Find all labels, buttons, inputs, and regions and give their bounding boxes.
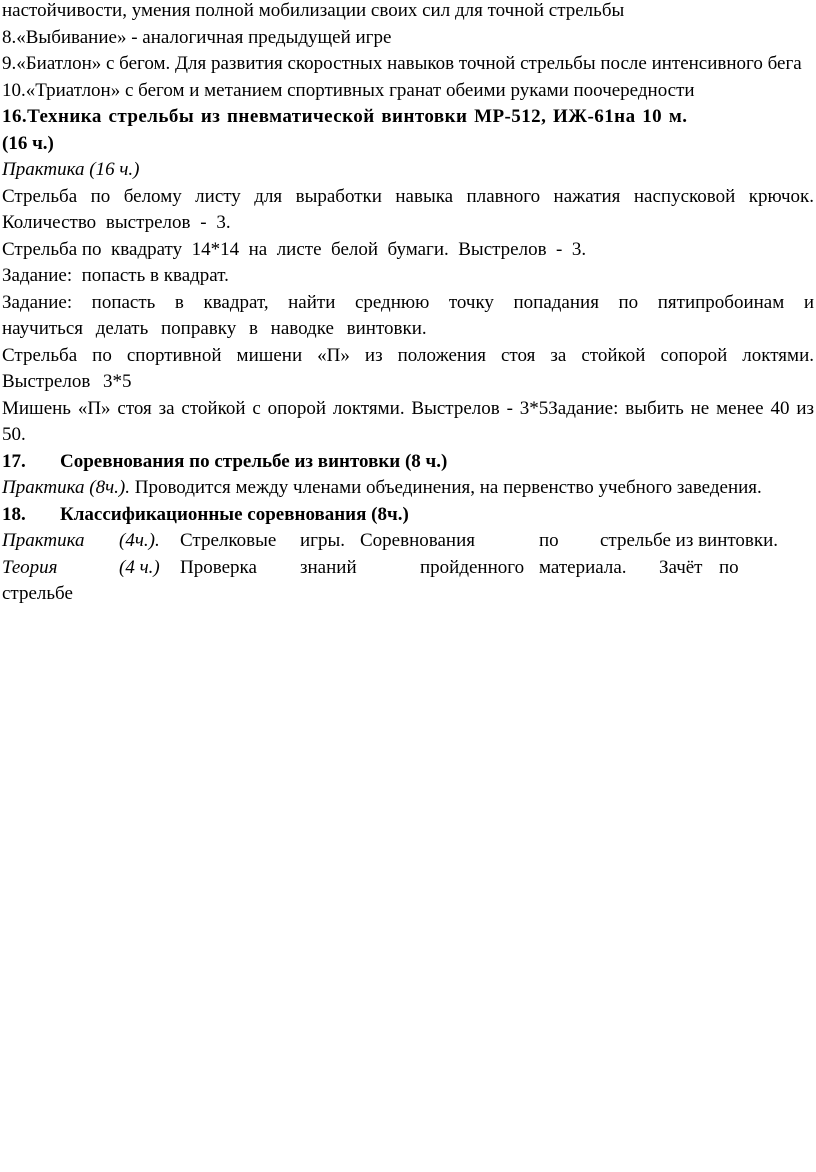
theory-word-1: Проверка (180, 556, 257, 578)
practice-word-1: Стрелковые (180, 530, 277, 551)
section-16-hours: (16 ч.) (2, 132, 54, 154)
theory-word-5: Зачёт (659, 556, 703, 578)
paragraph-continuation: настойчивости, умения полной мобилизации своих сил для точной стрельбы (2, 0, 625, 21)
section-16-practice-label: Практика (16 ч.) (2, 159, 140, 180)
practice-word-2: игры. (300, 530, 345, 551)
section-18-theory-row (2, 555, 814, 582)
section-17-title: Соревнования по стрельбе из винтовки (8 ч.) (60, 450, 448, 472)
theory-word-6: по (719, 556, 739, 578)
section-17-practice-label: Практика (8ч.). (2, 477, 130, 498)
section-18-number: 18. (2, 503, 26, 525)
theory-hours: (4 ч.) (119, 556, 160, 578)
section-18-practice-row (2, 528, 814, 555)
practice-label: Практика (2, 530, 85, 551)
theory-word-3: пройденного (420, 556, 525, 578)
section-17-number: 17. (2, 450, 26, 472)
practice-word-5: стрельбе из винтовки. (600, 530, 779, 551)
section-16-paragraph-1: Стрельба по белому листу для выработки навыка плавного нажатия наспусковой крючок. Количество выстрелов - 3. (2, 185, 814, 233)
practice-word-4: по (539, 530, 559, 551)
section-18-heading (2, 502, 814, 529)
section-16-paragraph-3: Задание: попасть в квадрат. (2, 265, 229, 286)
section-16-paragraph-6: Мишень «П» стоя за стойкой с опорой локтями. Выстрелов - 3*5Задание: выбить не менее 40 из 50. (2, 397, 814, 445)
practice-word-3: Соревнования (360, 530, 475, 551)
section-16-paragraph-5: Стрельба по спортивной мишени «П» из положения стоя за стойкой сопорой локтями. Выстрелов 3*5 (2, 344, 814, 392)
list-item-9: 9.«Биатлон» с бегом. Для развития скоростных навыков точной стрельбы после интенсивного бега (2, 53, 802, 74)
section-17-practice (2, 475, 814, 502)
practice-hours: (4ч.). (119, 530, 160, 551)
section-16-paragraph-2: Стрельба по квадрату 14*14 на листе белой бумаги. Выстрелов - 3. (2, 238, 587, 260)
section-18-title: Классификационные соревнования (8ч.) (60, 503, 409, 525)
list-item-8: 8.«Выбивание» - аналогичная предыдущей игре (2, 26, 392, 48)
theory-word-4: материала. (539, 556, 627, 578)
theory-label: Теория (2, 556, 58, 578)
section-16-paragraph-4: Задание: попасть в квадрат, найти среднюю точку попадания по пятипробоинам и научиться делать поправку в наводке винтовки. (2, 291, 814, 339)
section-18-theory-tail: стрельбе (2, 583, 73, 604)
section-17-heading (2, 449, 814, 476)
theory-word-2: знаний (300, 556, 357, 578)
list-item-10: 10.«Триатлон» с бегом и метанием спортивных гранат обеими руками поочередности (2, 79, 695, 101)
section-17-practice-text: Проводится между членами объединения, на первенство учебного заведения. (129, 477, 762, 498)
section-16-heading: 16.Техника стрельбы из пневматической винтовки МР-512, ИЖ-61на 10 м. (2, 106, 688, 127)
